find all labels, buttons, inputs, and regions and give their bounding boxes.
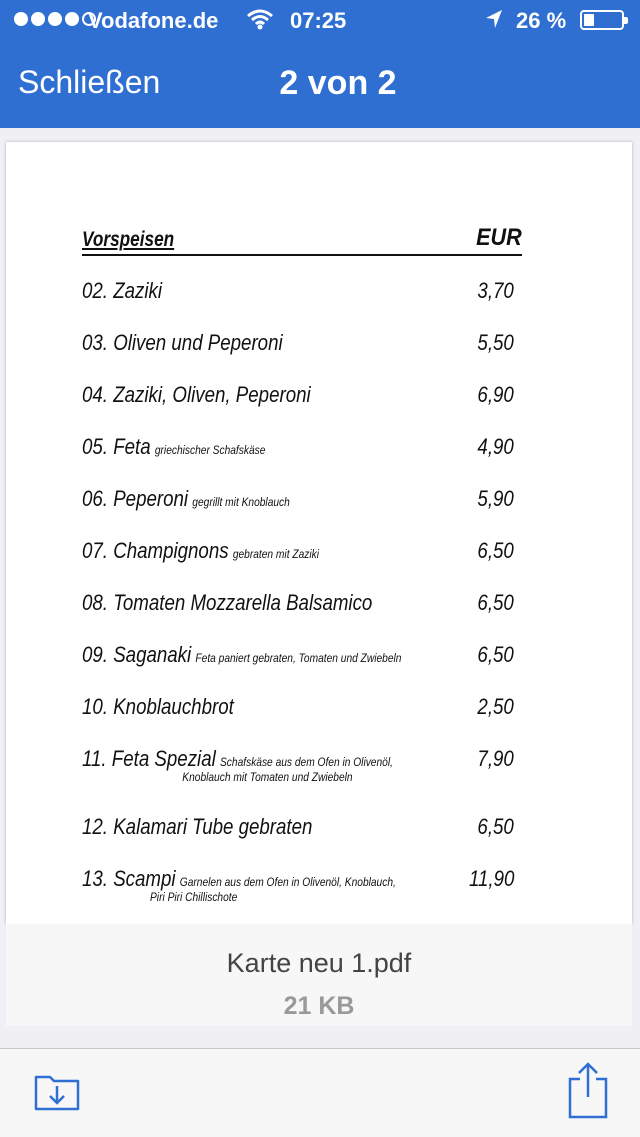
bottom-toolbar <box>0 1048 640 1137</box>
item-price: 5,50 <box>477 330 514 355</box>
item-name: 02. Zaziki <box>82 278 163 303</box>
item-name: 07. Champignons <box>82 538 229 563</box>
menu-header <box>82 224 522 256</box>
item-name: 03. Oliven und Peperoni <box>82 330 283 355</box>
item-desc: gegrillt mit Knoblauch <box>192 495 290 509</box>
item-name: 10. Knoblauchbrot <box>82 694 234 719</box>
close-button[interactable]: Schließen <box>18 64 161 100</box>
item-price: 6,50 <box>477 590 514 615</box>
item-price: 2,50 <box>477 694 514 719</box>
menu-content <box>82 224 522 904</box>
item-name: 13. Scampi <box>82 866 176 891</box>
battery-icon <box>580 10 624 30</box>
item-name: 12. Kalamari Tube gebraten <box>82 814 313 839</box>
item-desc: Feta paniert gebraten, Tomaten und Zwiebeln <box>195 651 402 665</box>
signal-dot <box>31 12 45 26</box>
currency-label: EUR <box>476 224 522 251</box>
item-desc: gebraten mit Zaziki <box>232 547 320 561</box>
item-name: 08. Tomaten Mozzarella Balsamico <box>82 590 373 615</box>
battery-percent: 26 % <box>516 8 567 33</box>
item-desc-continued: Knoblauch mit Tomaten und Zwiebeln <box>182 770 353 784</box>
item-desc: Garnelen aus dem Ofen in Olivenöl, Knoblauch, <box>179 875 396 889</box>
item-desc: Schafskäse aus dem Ofen in Olivenöl, <box>220 755 393 769</box>
page-title: 2 von 2 <box>279 64 397 102</box>
item-name: 06. Peperoni <box>82 486 189 511</box>
item-price: 3,70 <box>477 278 514 303</box>
carrier-name: Vodafone.de <box>88 8 219 33</box>
clock: 07:25 <box>290 8 347 33</box>
pdf-page[interactable] <box>6 142 632 924</box>
battery-tip <box>624 17 628 24</box>
signal-strength-icon <box>14 12 96 26</box>
section-title: Vorspeisen <box>82 228 175 251</box>
item-price: 5,90 <box>477 486 514 511</box>
item-price: 4,90 <box>477 434 514 459</box>
item-desc-continued: Piri Piri Chillischote <box>150 890 238 904</box>
file-info-panel <box>6 924 632 1026</box>
item-price: 6,90 <box>477 382 514 407</box>
header <box>0 0 640 128</box>
file-name: Karte neu 1.pdf <box>226 948 412 978</box>
item-price: 6,50 <box>477 538 514 563</box>
location-arrow-icon <box>484 8 504 36</box>
share-icon[interactable] <box>566 1061 610 1124</box>
item-name: 11. Feta Spezial <box>82 746 216 771</box>
item-name: 04. Zaziki, Oliven, Peperoni <box>82 382 311 407</box>
battery-fill <box>584 14 594 26</box>
item-price: 6,50 <box>477 642 514 667</box>
item-price: 7,90 <box>477 746 514 771</box>
signal-dot <box>48 12 62 26</box>
item-name: 05. Feta <box>82 434 151 459</box>
item-desc: griechischer Schafskäse <box>154 443 266 457</box>
item-name: 09. Saganaki <box>82 642 192 667</box>
save-to-files-icon[interactable] <box>34 1071 80 1116</box>
wifi-icon <box>246 8 274 36</box>
item-price: 6,50 <box>477 814 514 839</box>
item-price: 11,90 <box>468 866 514 891</box>
status-bar <box>0 0 640 40</box>
file-size: 21 KB <box>283 992 355 1020</box>
signal-dot <box>14 12 28 26</box>
signal-dot <box>65 12 79 26</box>
